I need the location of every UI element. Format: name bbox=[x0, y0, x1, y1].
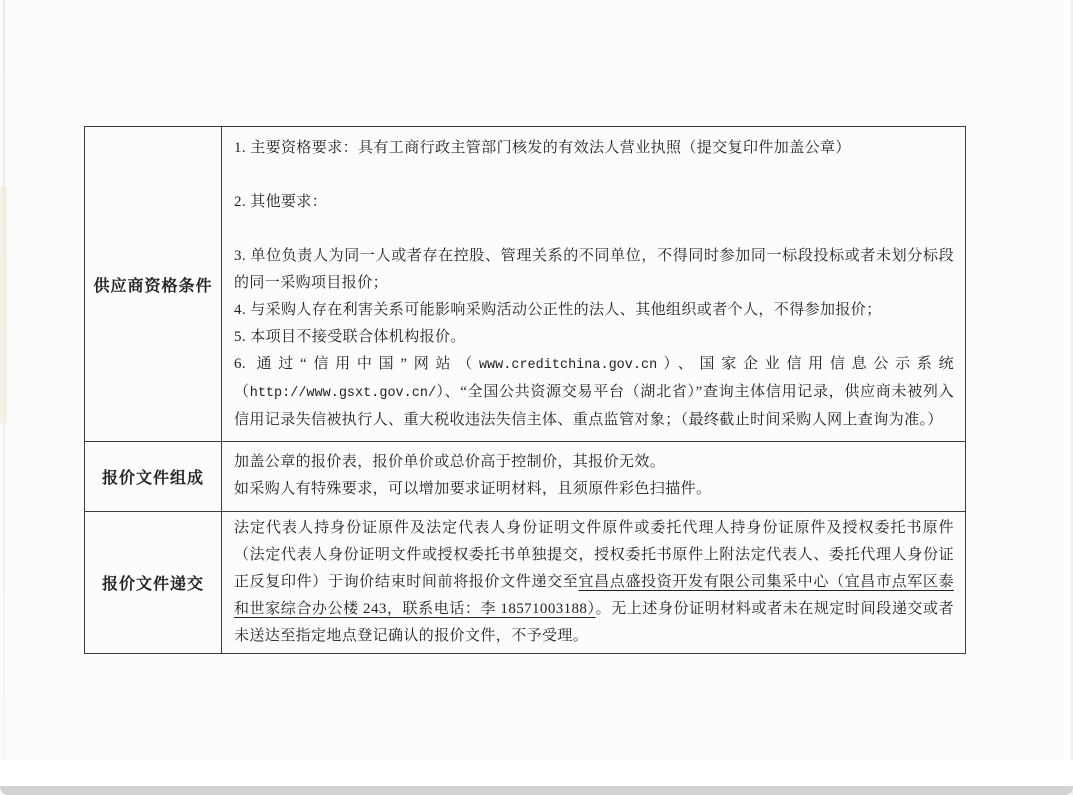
text-segment: 。无上述身份证明材料或者未在规定时间段递交或者未送达至指定地点登记确认的报价文件，不予受理。 bbox=[234, 601, 954, 644]
row-content bbox=[222, 512, 965, 653]
scan-left-edge bbox=[3, 0, 5, 760]
text-segment: ）、国家企业信用信息公示系统（ bbox=[234, 356, 954, 400]
underlined-segment: 宜昌点盛投资开发有限公司集采中心（宜昌市点军区泰和世家综合办公楼 243，联系电话：李 18571003188） bbox=[234, 574, 954, 617]
url-text: http://www.gsxt.gov.cn/ bbox=[249, 386, 437, 401]
url-text: www.creditchina.gov.cn bbox=[478, 358, 658, 373]
paragraph bbox=[234, 476, 954, 503]
text-segment: 法定代表人持身份证原件及法定代表人身份证明文件原件或委托代理人持身份证原件及授权委托书原件（法定代表人身份证明文件或授权委托书单独提交，授权委托书原件上附法定代表人、委托代理人身份证正反复印件）于询价结束时间前将报价文件递交至 bbox=[234, 520, 954, 590]
row-label: 供应商资格条件 bbox=[85, 127, 222, 441]
text-segment: 1. 主要资格要求：具有工商行政主管部门核发的有效法人营业执照（提交复印件加盖公章） bbox=[234, 140, 851, 156]
table-row bbox=[85, 127, 965, 442]
paragraph bbox=[234, 449, 954, 476]
paragraph bbox=[234, 162, 954, 189]
paragraph bbox=[234, 243, 954, 297]
text-segment: 如采购人有特殊要求，可以增加要求证明材料，且须原件彩色扫描件。 bbox=[234, 481, 712, 497]
row-content bbox=[222, 127, 965, 441]
row-label: 报价文件组成 bbox=[85, 442, 222, 511]
text-segment: ）、“全国公共资源交易平台（湖北省）”查询主体信用记录，供应商未被列入信用记录失信被执行人、重大税收违法失信主体、重点监管对象；（最终截止时间采购人网上查询为准。） bbox=[234, 384, 954, 428]
paragraph bbox=[234, 324, 954, 351]
text-segment: 3. 单位负责人为同一人或者存在控股、管理关系的不同单位，不得同时参加同一标段投标或者未划分标段的同一采购项目报价； bbox=[234, 248, 954, 291]
text-segment: 4. 与采购人存在利害关系可能影响采购活动公正性的法人、其他组织或者个人，不得参加报价； bbox=[234, 302, 882, 318]
paragraph bbox=[234, 515, 954, 650]
paragraph bbox=[234, 135, 954, 162]
paragraph bbox=[234, 297, 954, 324]
text-segment: 6. 通过“信用中国”网站（ bbox=[234, 356, 479, 372]
table-row bbox=[85, 442, 965, 512]
row-label: 报价文件递交 bbox=[85, 512, 222, 653]
table-row bbox=[85, 512, 965, 653]
text-segment: 加盖公章的报价表，报价单价或总价高于控制价，其报价无效。 bbox=[234, 454, 666, 470]
row-content bbox=[222, 442, 965, 511]
paragraph bbox=[234, 351, 954, 434]
text-segment: 5. 本项目不接受联合体机构报价。 bbox=[234, 329, 466, 345]
scan-bottom-edge bbox=[0, 786, 1073, 795]
qualification-table bbox=[84, 126, 966, 654]
text-segment: 2. 其他要求： bbox=[234, 194, 328, 210]
scan-bottom-fade bbox=[0, 760, 1073, 786]
paragraph bbox=[234, 189, 954, 216]
paragraph bbox=[234, 216, 954, 243]
